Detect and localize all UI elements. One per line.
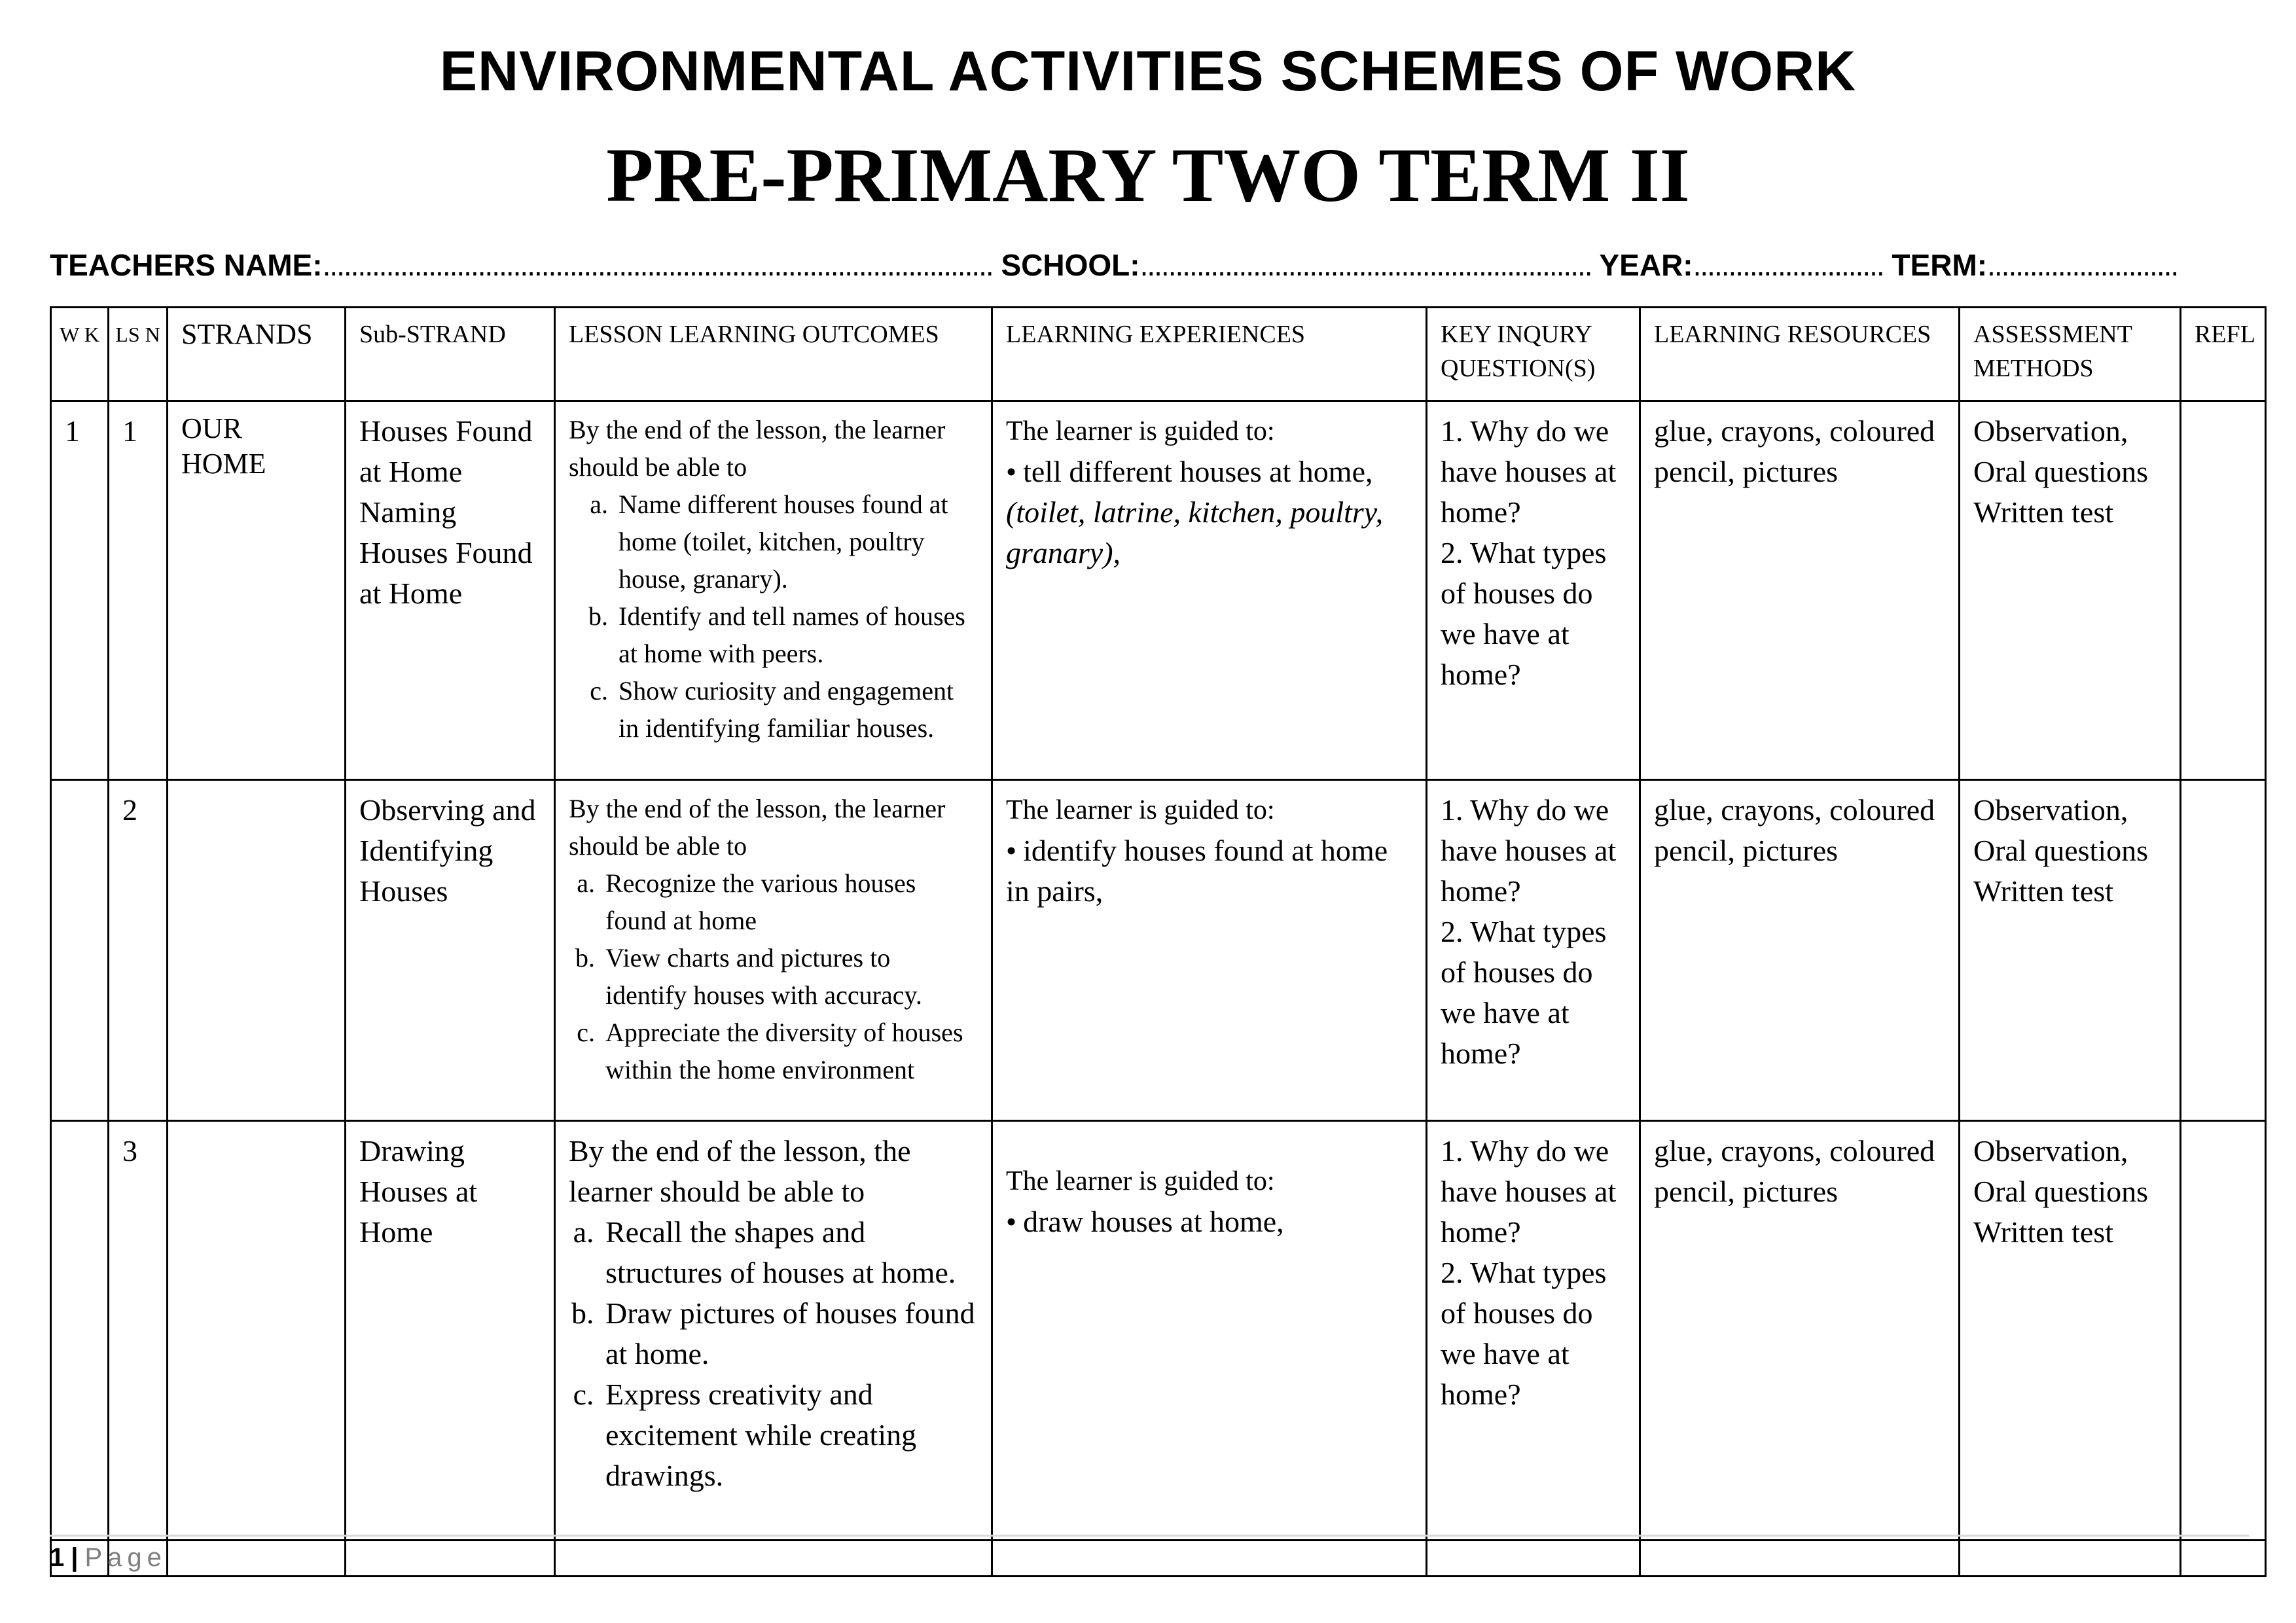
outcomes-cell [555,401,992,780]
col-header-substrand: Sub-STRAND [346,308,555,401]
outcome-item: a. Name different houses found at home (toilet, kitchen, poultry house, granary). [615,486,978,597]
experience-intro: The learner is guided to: [1006,1166,1275,1196]
experience-examples: (toilet, latrine, kitchen, poultry, granary), [1006,495,1384,569]
inquiry-question: 2. What types of houses do we have at home? [1441,1256,1607,1411]
bullet-icon: • [1006,455,1017,488]
inquiry-cell [1427,401,1640,780]
term-label: TERM: [1892,248,1988,282]
outcomes-intro: By the end of the lesson, the learner should be able to [569,794,946,861]
outcomes-list [569,1212,978,1496]
col-header-outcomes: LESSON LEARNING OUTCOMES [555,308,992,401]
experience-item [1006,830,1412,912]
reflection-cell [2181,780,2266,1121]
experience-intro: The learner is guided to: [1006,416,1275,446]
info-line [50,247,2249,283]
week-cell: 1 [51,401,109,780]
outcome-item: b. Draw pictures of houses found at home. [601,1293,978,1374]
school-blank: ................................................................ [1139,248,1592,282]
experience-text: draw houses at home, [1023,1205,1284,1238]
inquiry-question: 1. Why do we have houses at home? [1441,414,1617,529]
school-label: SCHOOL: [1001,248,1140,282]
outcome-item: c. Appreciate the diversity of houses within the home environment [601,1014,978,1088]
experience-text: identify houses found at home in pairs, [1006,834,1388,908]
experience-item [1006,1202,1412,1242]
bullet-icon: • [1006,834,1017,867]
resources-cell: glue, crayons, coloured pencil, pictures [1640,401,1960,780]
outcome-item: b. Identify and tell names of houses at home with peers. [615,597,978,672]
resources-cell: glue, crayons, coloured pencil, pictures [1640,1121,1960,1541]
experiences-cell [992,780,1427,1121]
assessment-method: Written test [1973,874,2114,908]
substrand-cell: Observing and Identifying Houses [346,780,555,1121]
reflection-cell [2181,401,2266,780]
lesson-cell: 2 [109,780,168,1121]
empty-row [51,1541,2266,1577]
footer-separator: | [71,1543,79,1572]
assessment-method: Observation, [1973,793,2128,827]
outcomes-list [569,486,978,747]
teacher-name-blank: ............................................................................................... [322,248,993,282]
col-header-reflection: REFL [2181,308,2266,401]
assessment-method: Oral questions [1973,834,2149,867]
scheme-table [50,306,2267,1577]
bullet-icon: • [1006,1205,1017,1238]
document-subtitle: PRE-PRIMARY TWO TERM II [606,132,1690,218]
col-header-wk: W K [51,308,109,401]
experience-intro: The learner is guided to: [1006,795,1275,825]
table-row [51,401,2266,780]
col-header-resources: LEARNING RESOURCES [1640,308,1960,401]
lesson-cell: 1 [109,401,168,780]
term-blank: ........................... [1987,248,2178,282]
experience-text: tell different houses at home, [1023,455,1373,488]
experience-item [1006,452,1412,573]
strand-cell [168,1121,346,1541]
outcome-item: a. Recall the shapes and structures of houses at home. [601,1212,978,1293]
week-cell [51,780,109,1121]
experiences-cell [992,401,1427,780]
resources-cell: glue, crayons, coloured pencil, pictures [1640,780,1960,1121]
outcome-item: b. View charts and pictures to identify houses with accuracy. [601,939,978,1014]
reflection-cell [2181,1121,2266,1541]
outcome-item: c. Show curiosity and engagement in identifying familiar houses. [615,672,978,747]
assessment-method: Written test [1973,495,2114,529]
document-title: ENVIRONMENTAL ACTIVITIES SCHEMES OF WORK [439,40,1857,103]
week-cell [51,1121,109,1541]
year-label: YEAR: [1599,248,1693,282]
year-blank: ........................... [1693,248,1884,282]
outcome-item: c. Express creativity and excitement while creating drawings. [601,1374,978,1496]
assessment-method: Observation, [1973,414,2128,448]
page-number: 1 [50,1543,65,1572]
col-header-experiences: LEARNING EXPERIENCES [992,308,1427,401]
inquiry-question: 2. What types of houses do we have at home? [1441,915,1607,1070]
strand-cell [168,780,346,1121]
inquiry-question: 2. What types of houses do we have at home? [1441,536,1607,691]
outcomes-cell [555,780,992,1121]
footer-divider [50,1535,2249,1537]
assessment-method: Oral questions [1973,1175,2149,1208]
col-header-lsn: LS N [109,308,168,401]
assessment-method: Observation, [1973,1134,2128,1168]
inquiry-cell [1427,780,1640,1121]
outcomes-list [569,865,978,1088]
inquiry-question: 1. Why do we have houses at home? [1441,793,1617,908]
table-header-row [51,308,2266,401]
inquiry-question: 1. Why do we have houses at home? [1441,1134,1617,1249]
lesson-cell: 3 [109,1121,168,1541]
col-header-assessment: ASSESSMENT METHODS [1960,308,2181,401]
assessment-cell [1960,1121,2181,1541]
teacher-name-label: TEACHERS NAME: [50,248,323,282]
outcomes-intro: By the end of the lesson, the learner should be able to [569,415,946,482]
outcomes-intro: By the end of the lesson, the learner should be able to [569,1134,911,1208]
table-row [51,780,2266,1121]
col-header-strands: STRANDS [168,308,346,401]
outcomes-cell [555,1121,992,1541]
substrand-cell: Drawing Houses at Home [346,1121,555,1541]
table-row [51,1121,2266,1541]
page-footer [50,1543,167,1573]
experiences-cell [992,1121,1427,1541]
assessment-cell [1960,780,2181,1121]
page-label: Page [84,1543,167,1572]
substrand-cell: Houses Found at Home Naming Houses Found at Home [346,401,555,780]
inquiry-cell [1427,1121,1640,1541]
assessment-method: Oral questions [1973,455,2149,488]
assessment-cell [1960,401,2181,780]
outcome-item: a. Recognize the various houses found at home [601,865,978,939]
col-header-inquiry: KEY INQURY QUESTION(S) [1427,308,1640,401]
assessment-method: Written test [1973,1215,2114,1249]
strand-cell: OUR HOME [168,401,346,780]
